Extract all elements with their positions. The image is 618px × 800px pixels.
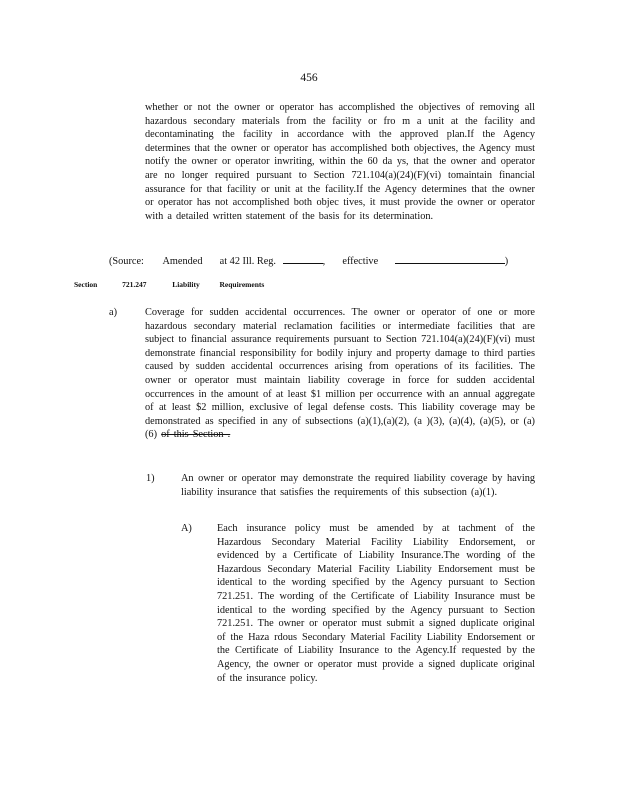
section-title-liability: Liability xyxy=(172,280,200,289)
intro-paragraph: whether or not the owner or operator has accomplished the objectives of removing all hazardous secondary materials from the facility or fro m a unit at the facility and decontaminating the facility in accordance with the approved plan.If the Agency determines that the owner or operator has accomplished both objectives, the Agency must notify the owner or operator inwriting, within the 60 da ys, that the owner and operator are no longer required pursuant to Section 721.104(a)(24)(F)(vi) tomaintain financial assurance for that facility or unit at the facility.If the Agency determines that the owner or operator has not accomplished both objec tives, it must provide the owner or operator with a detailed written statement of the basis for its determination. xyxy=(145,102,535,222)
source-open: (Source: xyxy=(109,256,144,267)
subsection-a1-label: 1) xyxy=(146,473,155,484)
subsection-a1-text: An owner or operator may demonstrate the required liability coverage by having liability insurance that satisfies the requirements of this subsection (a)(1). xyxy=(181,473,535,498)
subsection-a-text xyxy=(145,306,535,442)
source-effective: effective xyxy=(342,256,379,267)
section-word: Section xyxy=(74,280,98,289)
subsection-a1A-label: A) xyxy=(181,523,192,534)
source-close: ) xyxy=(504,256,509,267)
source-note xyxy=(109,253,508,269)
source-amended: Amended xyxy=(162,256,203,267)
source-reg: at 42 Ill. Reg. xyxy=(219,256,277,267)
section-number: 721.247 xyxy=(122,280,147,289)
source-comma: , xyxy=(322,256,326,267)
subsection-a-body: Coverage for sudden accidental occurrences. The owner or operator of one or more hazardous secondary material reclamation facilities or intermediate facilities that are subject to financial assurance requirements pursuant to Section 721.104(a)(24)(F)(vi) must demonstrate financial responsibility for bodily injury and property damage to third parties caused by sudden accidental occurrences arising from operations of its facilities. The owner or operator must maintain liability coverage in force for sudden accidental occurrences in the amount of at least $1 million per occurrence with an annual aggregate of at least $2 million, exclusive of legal defense costs. This liability coverage may be demonstrated as specified in any of subsections (a)(1),(a)(2), (a )(3), (a)(4), (a)(5), or (a)(6) xyxy=(145,307,535,441)
section-heading xyxy=(74,280,264,289)
reg-blank xyxy=(283,253,323,264)
subsection-a-label: a) xyxy=(109,307,117,318)
section-title-requirements: Requirements xyxy=(219,280,265,289)
effective-blank xyxy=(395,253,505,264)
subsection-a-struck: of this Section . xyxy=(161,429,231,441)
page-number: 456 xyxy=(300,72,318,84)
subsection-a1A-text: Each insurance policy must be amended by at tachment of the Hazardous Secondary Material Facility Liability Endorsement, or evidenced by a Certificate of Liability Insurance.The wording of the Hazardous Secondary Material Facility Liability Endorsement must be identical to the wording specified by the Agency pursuant to Section 721.251. The wording of the Certificate of Liability Insurance must be identical to the wording specified by the Agency pursuant to Section 721.251. The owner or operator must submit a signed duplicate original of the Haza rdous Secondary Material Facility Liability Endorsement or the Certificate of Liability Insurance to the Agency.If requested by the Agency, the owner or operator must provide a signed duplicate original of the insurance policy. xyxy=(217,523,535,684)
